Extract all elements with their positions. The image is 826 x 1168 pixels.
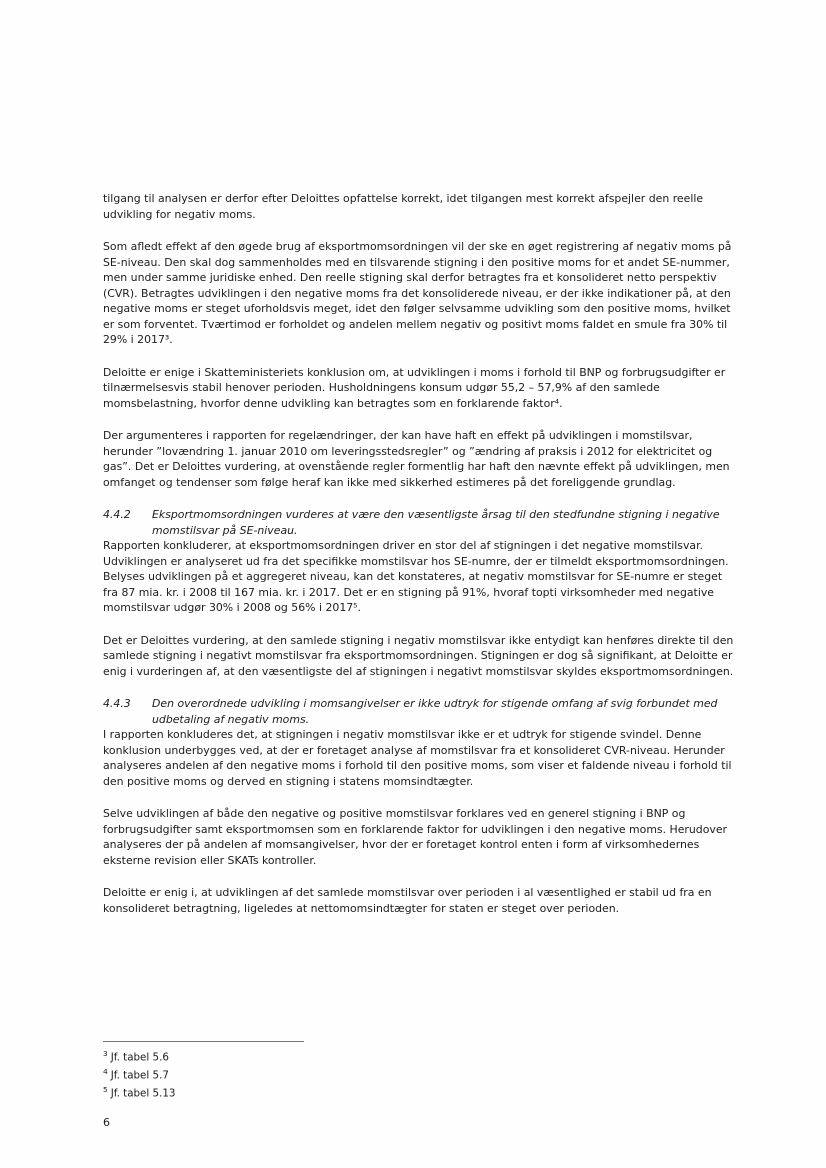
section-title: Den overordnede udvikling i momsangivelser er ikke udtryk for stigende omfang af svig forbundet med udbetaling af negativ moms. [152, 697, 718, 726]
document-body [103, 191, 737, 933]
paragraph: Rapporten konkluderer, at eksportmomsordningen driver en stor del af stigningen i det negative momstilsvar. Udviklingen er analyseret ud fra det specifikke momstilsvar hos SE-numre, der er tilmeldt eksportmomsordningen. Belyses udviklingen på et aggregeret niveau, kan det konstateres, at negativ momstilsvar for SE-numre er steget fra 87 mia. kr. i 2008 til 167 mia. kr. i 2017. Det er en stigning på 91%, hvoraf topti virksomheder med negative momstilsvar udgør 30% i 2008 og 56% i 2017⁵. [103, 539, 729, 614]
paragraph: Selve udviklingen af både den negative og positive momstilsvar forklares ved en generel stigning i BNP og forbrugsudgifter samt eksportmomsen som en forklarende faktor for udviklingen i den negative moms. Herudover analyseres der på andelen af momsangivelser, hvor der er foretaget kontrol enten i form af virksomhedernes eksterne revision eller SKATs kontroller. [103, 807, 727, 867]
section-number: 4.4.3 [103, 697, 131, 710]
section-heading-4-4-3 [103, 696, 737, 727]
paragraph: Deloitte er enig i, at udviklingen af det samlede momstilsvar over perioden i al væsentlighed er stabil ud fra en konsolideret betragtning, ligeledes at nettomomsindtægter for staten er steget over perioden. [103, 886, 712, 915]
section-number: 4.4.2 [103, 508, 131, 521]
footnote-marker: 3 [103, 1049, 108, 1058]
footnote-divider [103, 1041, 304, 1042]
paragraph: tilgang til analysen er derfor efter Deloittes opfattelse korrekt, idet tilgangen mest korrekt afspejler den reelle udvikling for negativ moms. [103, 192, 704, 221]
footnote-marker: 4 [103, 1066, 108, 1076]
page-number: 6 [103, 1116, 110, 1129]
paragraph: I rapporten konkluderes det, at stigningen i negativ momstilsvar ikke er et udtryk for stigende svindel. Denne konklusion underbygges ved, at der er foretaget analyse af momstilsvar fra et konsolideret CVR-niveau. Herunder analyseres andelen af den negative moms i forhold til den positive moms, som viser et faldende niveau i forhold til den positive moms og derved en stigning i statens momsindtægter. [103, 728, 732, 788]
footnote [103, 1065, 737, 1083]
footnote [103, 1083, 737, 1101]
paragraph: Der argumenteres i rapporten for regelændringer, der kan have haft en effekt på udviklingen i momstilsvar, herunder ”lovændring 1. januar 2010 om leveringsstedsregler” og ”ændring af praksis i 2012 for elektricitet og gas”. Det er Deloittes vurdering, at ovenstående regler formentlig har haft den nævnte effekt på udviklingen, men omfanget og tendenser som følge heraf kan ikke med sikkerhed estimeres på det foreliggende grundlag. [103, 429, 730, 489]
paragraph: Deloitte er enige i Skatteministeriets konklusion om, at udviklingen i moms i forhold til BNP og forbrugsudgifter er tilnærmelsesvis stabil henover perioden. Husholdningens konsum udgør 55,2 – 57,9% af den samlede momsbelastning, hvorfor denne udvikling kan betragtes som en forklarende faktor⁴. [103, 365, 726, 410]
paragraph: Som afledt effekt af den øgede brug af eksportmomsordningen vil der ske en øget registrering af negativ moms på SE-niveau. Den skal dog sammenholdes med en tilsvarende stigning i den positive moms for et andet SE-nummer, men under samme juridiske enhed. Den reelle stigning skal derfor betragtes fra et konsolideret netto perspektiv (CVR). Betragtes udviklingen i den negative moms fra det konsoliderede niveau, er der ikke indikationer på, at den negative moms er steget uforholdsvis meget, idet den følger selvsamme udvikling som den positive moms, hvilket er som forventet. Tværtimod er forholdet og andelen mellem negativ og positivt moms faldet en smule fra 30% til 29% i 2017³. [103, 240, 732, 346]
footnote-text: Jf. tabel 5.7 [110, 1069, 169, 1082]
footnotes-section [103, 1041, 737, 1100]
footnote-text: Jf. tabel 5.6 [110, 1051, 169, 1064]
footnote [103, 1047, 737, 1065]
section-title: Eksportmomsordningen vurderes at være den væsentligste årsag til den stedfundne stigning i negative momstilsvar på SE-niveau. [152, 508, 720, 537]
section-heading-4-4-2 [103, 507, 737, 538]
footnote-marker: 5 [103, 1084, 108, 1094]
footnote-text: Jf. tabel 5.13 [110, 1087, 176, 1100]
paragraph: Det er Deloittes vurdering, at den samlede stigning i negativ momstilsvar ikke entydigt kan henføres direkte til den samlede stigning i negativt momstilsvar fra eksportmomsordningen. Stigningen er dog så signifikant, at Deloitte er enig i vurderingen af, at den væsentligste del af stigningen i negativt momstilsvar skyldes eksportmomsordningen. [103, 633, 734, 678]
